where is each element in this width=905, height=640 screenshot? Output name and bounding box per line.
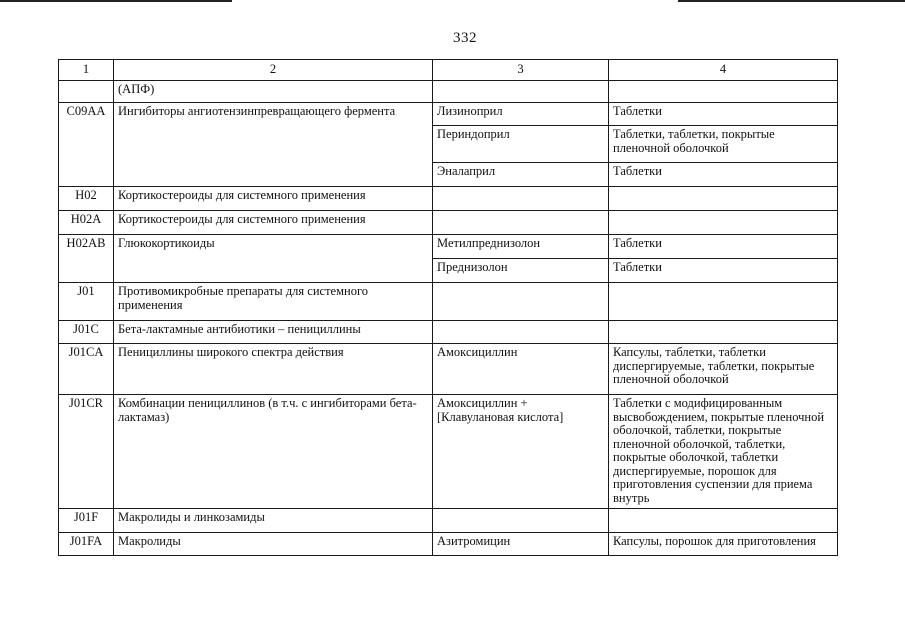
- column-number: 3: [433, 60, 609, 81]
- table-row: [59, 235, 838, 259]
- atc-code: H02: [59, 187, 114, 211]
- dosage-form: Таблетки, таблетки, покрытые пленочной оболочкой: [609, 126, 838, 163]
- drug-name: [433, 211, 609, 235]
- group-name: Кортикостероиды для системного применения: [114, 211, 433, 235]
- dosage-form: [609, 187, 838, 211]
- atc-code: H02A: [59, 211, 114, 235]
- table-row: [59, 187, 838, 211]
- drug-name: Амоксициллин + [Клавулановая кислота]: [433, 395, 609, 509]
- dosage-form: Таблетки: [609, 103, 838, 126]
- table-row: [59, 103, 838, 126]
- dosage-form: Таблетки: [609, 259, 838, 283]
- dosage-form: Таблетки: [609, 163, 838, 187]
- drug-name: [433, 81, 609, 103]
- group-name: Противомикробные препараты для системного применения: [114, 283, 433, 321]
- atc-code: H02AB: [59, 235, 114, 283]
- dosage-form: [609, 283, 838, 321]
- drug-name: Преднизолон: [433, 259, 609, 283]
- drug-name: [433, 283, 609, 321]
- table-row: [59, 344, 838, 395]
- atc-code: J01: [59, 283, 114, 321]
- group-name: Макролиды и линкозамиды: [114, 509, 433, 533]
- drug-table: [58, 59, 838, 556]
- column-number: 1: [59, 60, 114, 81]
- dosage-form: [609, 509, 838, 533]
- drug-name: [433, 321, 609, 344]
- group-name: Ингибиторы ангиотензинпревращающего фермента: [114, 103, 433, 187]
- group-name: Бета-лактамные антибиотики – пенициллины: [114, 321, 433, 344]
- atc-code: J01F: [59, 509, 114, 533]
- atc-code: J01C: [59, 321, 114, 344]
- atc-code: J01FA: [59, 533, 114, 556]
- dosage-form: [609, 81, 838, 103]
- dosage-form: [609, 321, 838, 344]
- drug-name: Лизиноприл: [433, 103, 609, 126]
- table-row: [59, 509, 838, 533]
- drug-name: [433, 509, 609, 533]
- group-name: (АПФ): [114, 81, 433, 103]
- drug-name: Эналаприл: [433, 163, 609, 187]
- dosage-form: [609, 211, 838, 235]
- column-number: 4: [609, 60, 838, 81]
- table-row: [59, 395, 838, 509]
- drug-name: Периндоприл: [433, 126, 609, 163]
- atc-code: J01CR: [59, 395, 114, 509]
- group-name: Макролиды: [114, 533, 433, 556]
- drug-name: Метилпреднизолон: [433, 235, 609, 259]
- scan-edge-right: [678, 0, 905, 2]
- drug-name: Азитромицин: [433, 533, 609, 556]
- group-name: Глюкокортикоиды: [114, 235, 433, 283]
- dosage-form: Капсулы, порошок для приготовления: [609, 533, 838, 556]
- scan-edge-left: [0, 0, 232, 2]
- column-number-row: [59, 60, 838, 81]
- group-name: Пенициллины широкого спектра действия: [114, 344, 433, 395]
- dosage-form: Таблетки с модифицированным высвобождением, покрытые пленочной оболочкой, таблетки, покрытые пленочной оболочкой, таблетки, покрытые оболочкой, таблетки диспергируемые, порошок для приготовления суспензии для приема внутрь: [609, 395, 838, 509]
- column-number: 2: [114, 60, 433, 81]
- group-name: Кортикостероиды для системного применения: [114, 187, 433, 211]
- atc-code: C09AA: [59, 103, 114, 187]
- table-row: [59, 81, 838, 103]
- atc-code: J01CA: [59, 344, 114, 395]
- table-row: [59, 321, 838, 344]
- table-row: [59, 533, 838, 556]
- table-row: [59, 283, 838, 321]
- drug-name: Амоксициллин: [433, 344, 609, 395]
- drug-name: [433, 187, 609, 211]
- group-name: Комбинации пенициллинов (в т.ч. с ингибиторами бета-лактамаз): [114, 395, 433, 509]
- atc-code: [59, 81, 114, 103]
- page-number: 332: [453, 30, 477, 46]
- table-row: [59, 211, 838, 235]
- dosage-form: Таблетки: [609, 235, 838, 259]
- dosage-form: Капсулы, таблетки, таблетки диспергируемые, таблетки, покрытые пленочной оболочкой: [609, 344, 838, 395]
